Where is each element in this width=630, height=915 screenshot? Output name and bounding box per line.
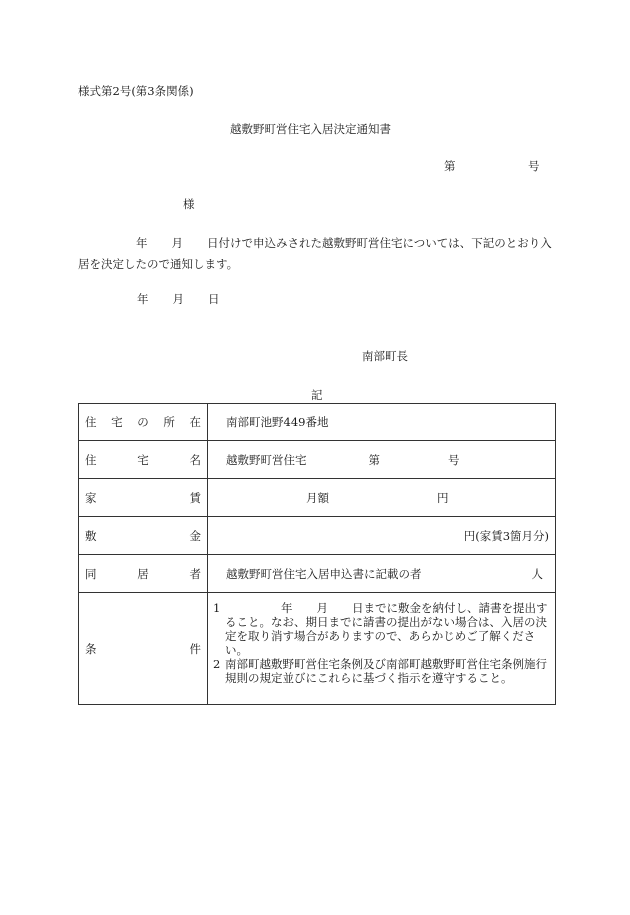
body-year: 年 [136, 236, 148, 250]
value-location: 南部町池野449番地 [208, 404, 556, 441]
ki-heading: 記 [311, 388, 323, 402]
issue-date [137, 293, 220, 307]
addressee-suffix: 様 [183, 197, 195, 211]
label-cohabitants: 同 居 者 [79, 555, 208, 593]
row-cohabitants [79, 555, 556, 593]
label-conditions: 条 件 [79, 593, 208, 705]
value-deposit: 円(家賃3箇月分) [208, 517, 556, 555]
condition-item-2: 2 南部町越敷野町営住宅条例及び南部町越敷野町営住宅条例施行規則の規定並びにこれらに基づく指示を遵守すること。 [213, 657, 547, 685]
label-deposit: 敷 金 [79, 517, 208, 555]
date-month: 月 [172, 292, 184, 306]
doc-number-dai: 第 [444, 159, 456, 173]
date-year: 年 [137, 292, 149, 306]
details-table [78, 403, 556, 705]
label-location: 住 宅 の 所 在 [79, 404, 208, 441]
value-cohabitants: 越敷野町営住宅入居申込書に記載の者 人 [208, 555, 556, 593]
row-conditions [79, 593, 556, 705]
value-housing: 越敷野町営住宅 第 号 [208, 441, 556, 479]
date-day: 日 [208, 292, 220, 306]
form-number: 様式第2号(第3条関係) [78, 84, 194, 98]
sender-mayor: 南部町長 [362, 349, 408, 363]
row-deposit [79, 517, 556, 555]
body-month: 月 [171, 236, 183, 250]
label-housing: 住 宅 名 [79, 441, 208, 479]
body-text: 日付けで申込みされた越敷野町営住宅については、下記のとおり入居を決定したので通知します。 [78, 236, 552, 271]
condition-item-1: 1 年 月 日までに敷金を納付し、請書を提出すること。なお、期日までに請書の提出がない場合は、入居の決定を取り消す場合がありますので、あらかじめご了解ください。 [213, 601, 548, 657]
notice-body [78, 233, 552, 275]
doc-number-go: 号 [528, 159, 540, 173]
document-title: 越敷野町営住宅入居決定通知書 [230, 122, 391, 136]
row-rent [79, 479, 556, 517]
label-rent: 家 賃 [79, 479, 208, 517]
row-housing [79, 441, 556, 479]
value-conditions [208, 593, 556, 705]
row-location [79, 404, 556, 441]
value-rent: 月額 円 [208, 479, 556, 517]
